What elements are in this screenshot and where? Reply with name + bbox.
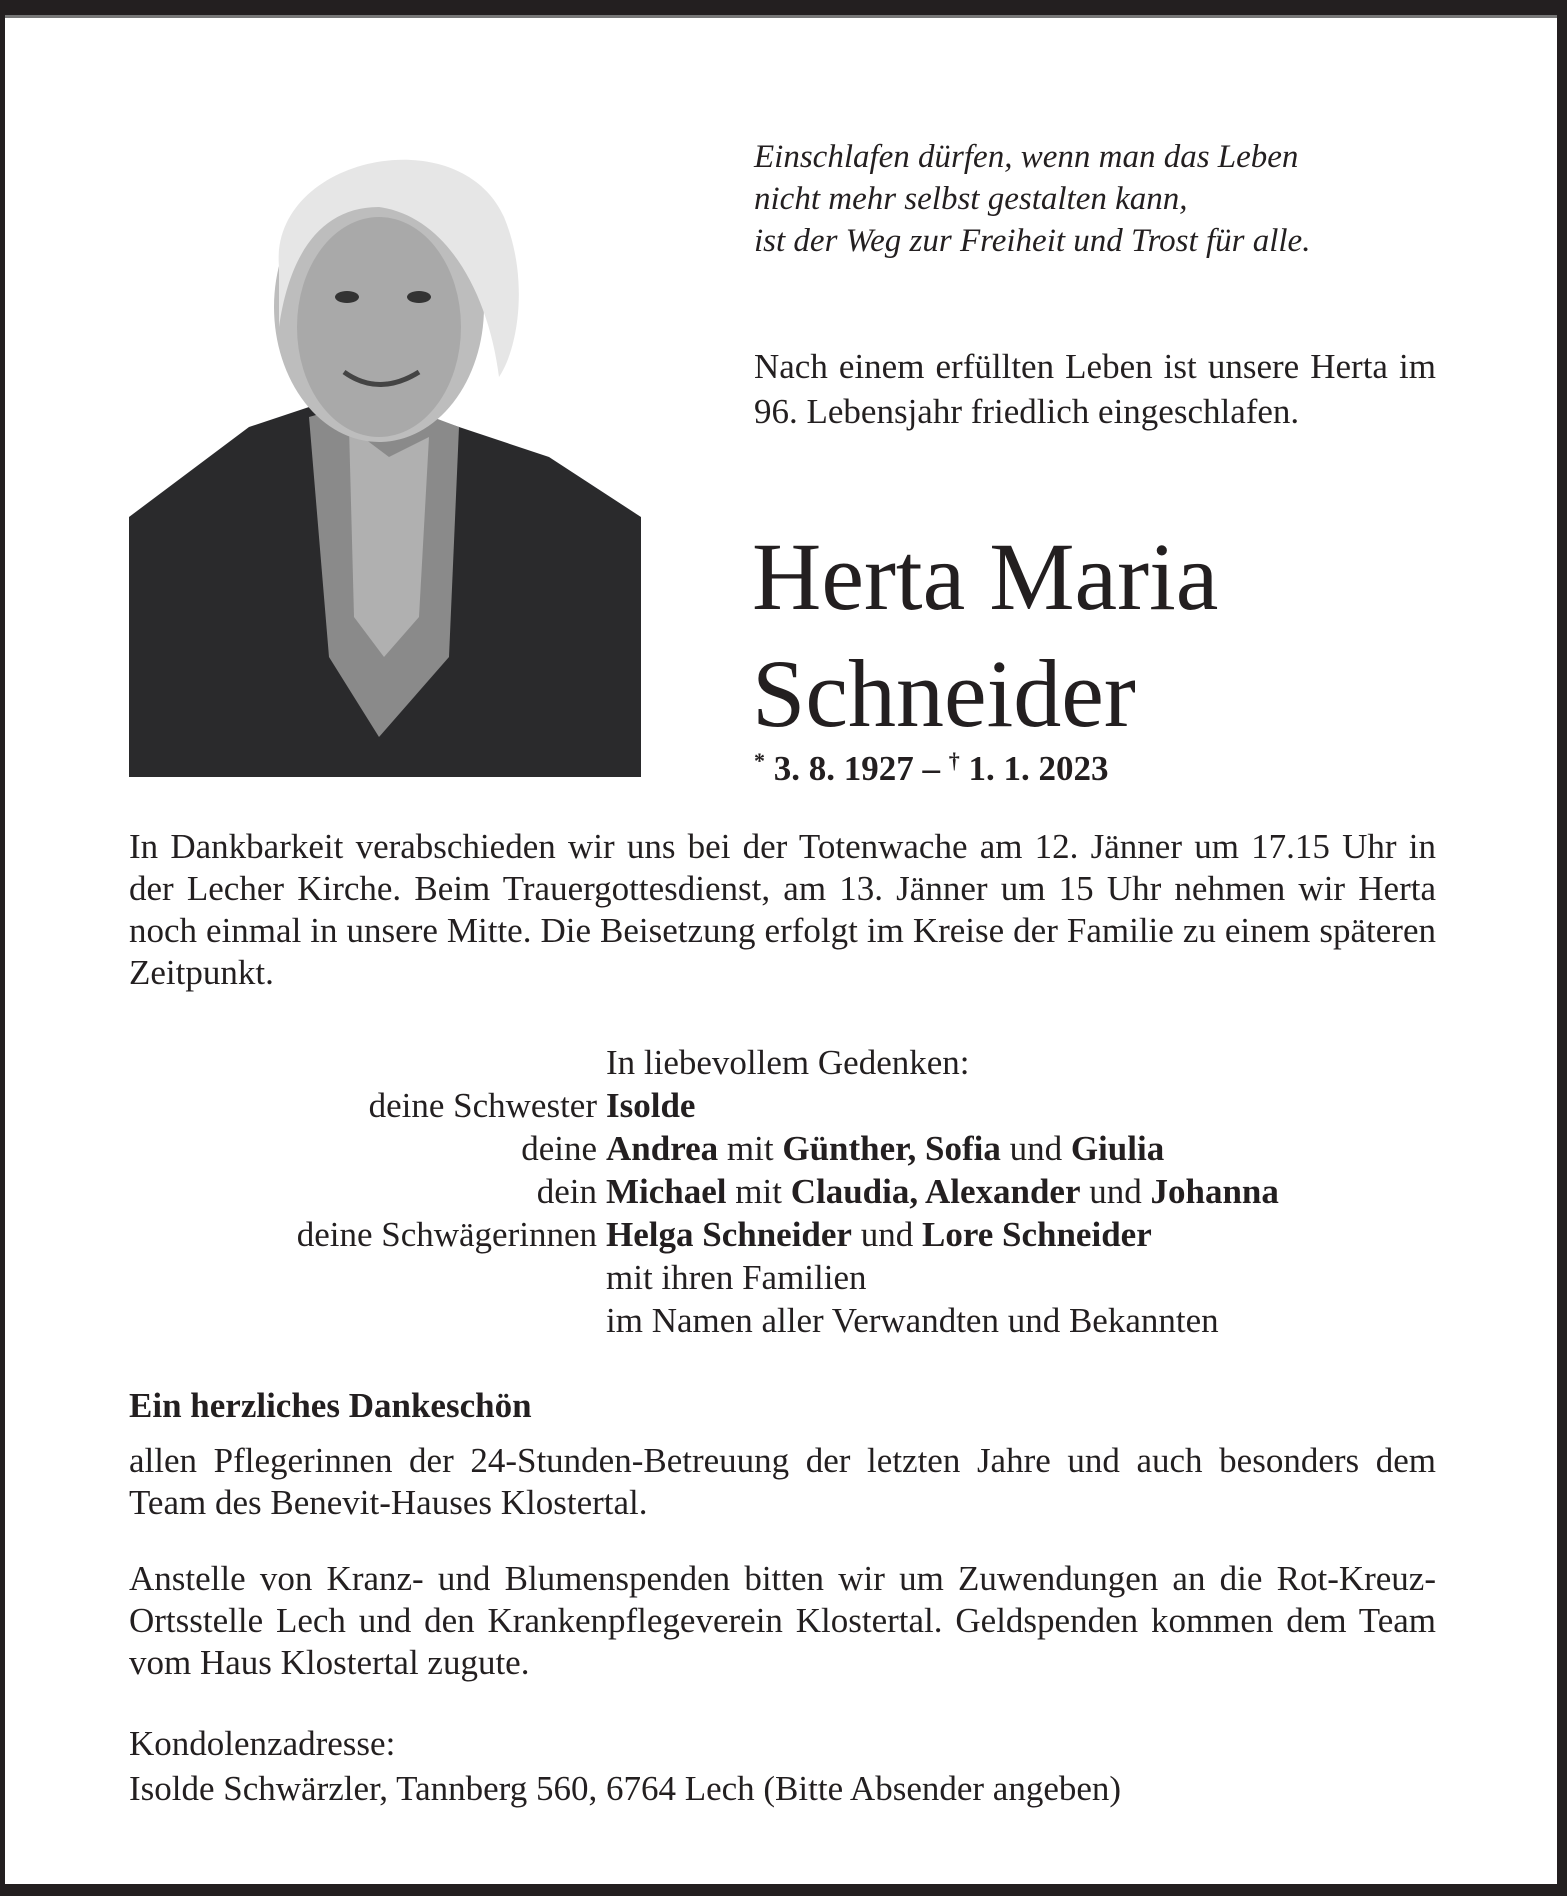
mourners-extra: mit ihren Familien [606, 1258, 867, 1297]
connector: und [851, 1215, 922, 1254]
quote-line: Einschlafen dürfen, wenn man das Leben [754, 139, 1299, 175]
mourner-row [129, 1084, 1449, 1127]
portrait-photo [129, 97, 641, 777]
quote-line: ist der Weg zur Freiheit und Trost für alle. [754, 223, 1311, 259]
condolence-label: Kondolenzadresse: [129, 1724, 396, 1763]
mourners-list [129, 1041, 1449, 1342]
mourners-heading: In liebevollem Gedenken: [606, 1043, 970, 1082]
connector: und [1000, 1129, 1071, 1168]
mourner-name: Andrea [606, 1129, 719, 1168]
service-announcement: In Dankbarkeit verabschieden wir uns bei der Totenwache am 12. Jänner um 17.15 Uhr in der Lecher Kirche. Beim Trauergottesdienst, am 13. Jänner um 15 Uhr nehmen wir Herta noch einmal in unsere Mitte. Die Beisetzung erfolgt im Kreise der Familie zu einem späteren Zeitpunkt. [129, 827, 1436, 992]
intro-text: Nach einem erfüllten Leben ist unsere Herta im 96. Lebensjahr friedlich eingeschlafen. [754, 347, 1436, 431]
relation-label: deine Schwägerinnen [296, 1215, 597, 1254]
connector: mit [726, 1172, 791, 1211]
donations-text: Anstelle von Kranz- und Blumenspenden bitten wir um Zuwendungen an die Rot-Kreuz-Ortsstelle Lech und den Krankenpflegeverein Klostertal. Geldspenden kommen dem Team vom Haus Klostertal zugute. [129, 1559, 1436, 1682]
connector: mit [718, 1129, 783, 1168]
name-line: Schneider [752, 640, 1136, 747]
relation-label: deine [521, 1129, 597, 1168]
mourner-row [129, 1127, 1449, 1170]
mourner-row [129, 1213, 1449, 1256]
mourner-name: Claudia, Alexander [790, 1172, 1081, 1211]
quote-line: nicht mehr selbst gestalten kann, [754, 181, 1188, 217]
mourner-name: Günther, Sofia [782, 1129, 1001, 1168]
thanks-text: allen Pflegerinnen der 24-Stunden-Betreuung der letzten Jahre und auch besonders dem Team des Benevit-Hauses Klostertal. [129, 1441, 1436, 1522]
mourner-name: Helga Schneider [606, 1215, 852, 1254]
relation-label: deine Schwester [368, 1086, 597, 1125]
condolence-address-text: Isolde Schwärzler, Tannberg 560, 6764 Lech (Bitte Absender angeben) [129, 1769, 1122, 1808]
condolence-address [129, 1721, 1436, 1811]
mourner-name: Lore Schneider [921, 1215, 1152, 1254]
birth-symbol: * [754, 748, 765, 773]
date-separator: – [913, 749, 949, 788]
life-dates [754, 748, 1109, 789]
mourner-row [129, 1170, 1449, 1213]
mourner-name: Isolde [606, 1086, 696, 1125]
birth-date: 3. 8. 1927 [773, 749, 914, 788]
obituary-page [5, 15, 1557, 1884]
connector: und [1080, 1172, 1151, 1211]
death-symbol: † [948, 748, 960, 773]
epigraph-quote [754, 136, 1454, 262]
mourner-name: Johanna [1150, 1172, 1279, 1211]
mourner-name: Giulia [1070, 1129, 1165, 1168]
thanks-heading: Ein herzliches Dankeschön [129, 1386, 532, 1425]
relation-label: dein [536, 1172, 597, 1211]
name-line: Herta Maria [752, 523, 1219, 630]
deceased-name [752, 518, 1218, 752]
mourner-name: Michael [606, 1172, 727, 1211]
death-date: 1. 1. 2023 [968, 749, 1109, 788]
mourners-extra: im Namen aller Verwandten und Bekannten [606, 1301, 1219, 1340]
